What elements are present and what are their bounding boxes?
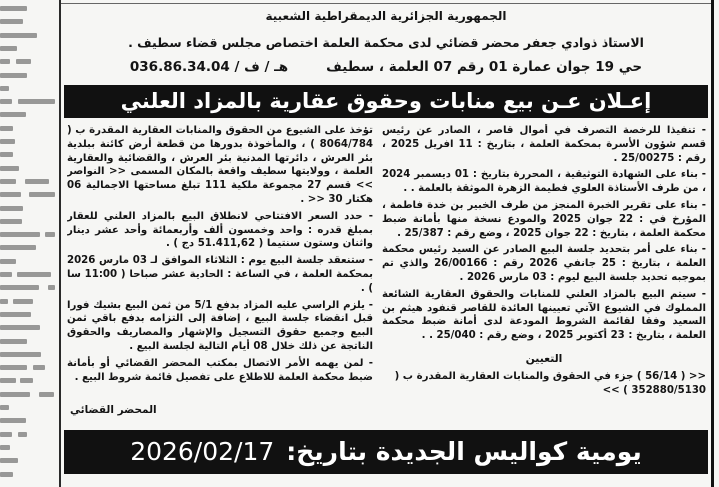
adjacent-text-mark bbox=[0, 245, 36, 250]
adjacent-text-mark bbox=[0, 192, 21, 197]
right-paragraph: - سيتم البيع بالمزاد العلني للمنابات والحقوق العقارية الشائعة المملوك في الشيوع الآتي تعيينها العائدة للقاصر قنفود هيثم بن السعيد وفقا لقائمة الشروط المودعة لدى أمانة ضبط محكمة العلمة ، بتاريخ : 23 أكتوبر 2025 ، وضع رقم : 25/040 . . bbox=[382, 288, 706, 342]
adjacent-text-mark bbox=[0, 126, 13, 131]
adjacent-text-mark bbox=[29, 192, 55, 197]
adjacent-text-mark bbox=[0, 152, 13, 157]
adjacent-text-mark bbox=[0, 46, 17, 51]
adjacent-text-mark bbox=[0, 99, 12, 104]
adjacent-text-mark bbox=[25, 179, 49, 184]
adjacent-text-mark bbox=[0, 325, 40, 330]
adjacent-text-mark bbox=[0, 405, 9, 410]
page-border-right bbox=[711, 0, 714, 487]
adjacent-text-mark bbox=[0, 285, 39, 290]
adjacent-text-mark bbox=[0, 299, 8, 304]
right-paragraph: - بناء على أمر بتحديد جلسة البيع الصادر عن السيد رئيس محكمة العلمة ، بتاريخ : 25 جانفي 2026 رقم : 26/00166 والذي تم بموجبه تحديد جلسة البيع ليوم : 03 مارس 2026 . bbox=[382, 244, 706, 283]
adjacent-text-mark bbox=[0, 392, 30, 397]
bailiff-address-line bbox=[64, 58, 708, 76]
left-paragraph: - ستنعقد جلسة البيع يوم : الثلاثاء الموافق لـ 03 مارس 2026 بمحكمة العلمة ، في الساعة : الحادية عشر صباحا ( 11:00 سا ) . bbox=[67, 255, 373, 294]
adjacent-text-mark bbox=[45, 232, 55, 237]
right-paragraph: - بناء على تقرير الخبرة المنجز من طرف الخبير بن خدة فاطمة ، المؤرخ في : 22 جوان 2025 والمودع نسخة منها بأمانة ضبط محكمة العلمة ، بتاريخ : 22 جوان 2025 ، وضع رقم : 25/387 . bbox=[382, 199, 706, 239]
adjacent-text-mark bbox=[18, 99, 55, 104]
notice-title-banner bbox=[64, 85, 708, 118]
adjacent-text-mark bbox=[0, 112, 26, 117]
top-rule bbox=[61, 3, 711, 4]
adjacent-text-mark bbox=[17, 272, 51, 277]
adjacent-text-mark bbox=[0, 59, 10, 64]
left-paragraph: - لمن يهمه الأمر الاتصال بمكتب المحضر القضائي أو بأمانة ضبط محكمة العلمة للاطلاع على تفصيل قائمة شروط البيع . bbox=[67, 357, 373, 383]
adjacent-text-mark bbox=[39, 392, 54, 397]
adjacent-text-mark bbox=[0, 139, 15, 144]
adjacent-text-mark bbox=[18, 432, 27, 437]
bailiff-phone: هـ / ف / 036.86.34.04 bbox=[129, 59, 289, 75]
adjacent-text-mark bbox=[0, 206, 23, 211]
adjacent-text-mark bbox=[0, 259, 16, 264]
bailiff-signature: المحضر القضائي bbox=[70, 404, 157, 416]
adjacent-text-mark bbox=[0, 472, 13, 477]
adjacent-text-mark bbox=[0, 432, 12, 437]
left-paragraph: - يلزم الراسي عليه المزاد بدفع 5/1 من ثمن البيع بشيك فورا قبل انقضاء جلسة البيع ، إضافة إلى التزامه بدفع باقي ثمن البيع وجميع حقوق التسجيل والإشهار والمصاريف والحقوق الناتجة عن ذلك خلال 08 أيام التالية لجلسة البيع . bbox=[67, 299, 373, 352]
adjacent-text-mark bbox=[0, 378, 16, 383]
adjacent-text-mark bbox=[0, 312, 31, 317]
column-divider-left bbox=[59, 0, 61, 487]
adjacent-text-mark bbox=[0, 166, 19, 171]
adjacent-text-mark bbox=[0, 73, 27, 78]
adjacent-text-mark bbox=[0, 339, 27, 344]
adjacent-text-mark bbox=[0, 232, 40, 237]
adjacent-text-mark bbox=[0, 219, 22, 224]
bailiff-name-line: الاستاذ ذوادي جعفر محضر قضائي لدى محكمة العلمة اختصاص مجلس قضاء سطيف . bbox=[128, 35, 644, 50]
left-column bbox=[67, 124, 373, 400]
adjacent-text-mark bbox=[0, 365, 27, 370]
adjacent-text-mark bbox=[16, 59, 31, 64]
notice-title: إعـلان عـن بيع منابات وحقوق عقارية بالمزاد العلني bbox=[120, 89, 652, 113]
left-paragraph: - حدد السعر الافتتاحي لانطلاق البيع بالمزاد العلني للعقار بمبلغ قدره : واحد وخمسون ألف وأربعمائة وأحد عشر دينار واثنان وستون سنتيما ( 51.411,62 دج ) . bbox=[67, 210, 373, 250]
notice-header bbox=[64, 8, 708, 76]
bailiff-address: حي 19 جوان عمارة 01 رقم 07 العلمة ، سطيف bbox=[326, 59, 643, 75]
right-column bbox=[382, 124, 706, 424]
adjacent-text-mark bbox=[0, 179, 16, 184]
adjacent-page-fragment bbox=[0, 0, 57, 487]
adjacent-text-mark bbox=[0, 418, 26, 423]
adjacent-text-mark bbox=[13, 299, 33, 304]
adjacent-text-mark bbox=[48, 285, 55, 290]
publication-date: 2026/02/17 bbox=[130, 437, 275, 466]
adjacent-text-mark bbox=[20, 378, 33, 383]
adjacent-text-mark bbox=[0, 33, 37, 38]
adjacent-text-mark bbox=[0, 6, 27, 11]
right-paragraph: - تنفيذا للرخصة التصرف في أموال قاصر ، الصادر عن رئيس قسم شؤون الأسرة بمحكمة العلمة ، بتاريخ : 11 افريل 2025 ، رقم : 25/00275 . bbox=[382, 125, 706, 164]
adjacent-text-mark bbox=[33, 365, 45, 370]
right-paragraph: - بناء على الشهادة التوثيقية ، المحررة بتاريخ : 01 ديسمبر 2024 ، من طرف الأستاذة العلوي فطيمة الزهرة الموثقة بالعلمة . . bbox=[382, 169, 706, 195]
publication-footer-banner bbox=[64, 430, 708, 474]
adjacent-text-mark bbox=[0, 272, 12, 277]
republic-name: الجمهورية الجزائرية الديمقراطية الشعبية bbox=[265, 9, 507, 23]
publication-label: يومية كواليس الجديدة بتاريخ: bbox=[286, 437, 642, 466]
left-paragraph: تؤخذ على الشيوع من الحقوق والمنابات العقارية المقدرة ب ( 8064/784 ) ، والمأخوذة بدورها من قطعة أرض كائنة ببلدية بئر العرش ، دائرتها المدنية بئر العرش ، والقضائية والعقارية العلمة ، وولايتها سطيف واقعة بالمكان المسمى << النواصر >> قسم 27 مجموعة ملكية 111 تبلغ مساحتها الاجمالية 06 هكتار 30 << . bbox=[67, 125, 373, 205]
adjacent-text-mark bbox=[0, 352, 41, 357]
adjacent-text-mark bbox=[0, 19, 23, 24]
adjacent-text-mark bbox=[0, 458, 18, 463]
designation-text: << ( 56/14 ) جزء في الحقوق والمنابات العقارية المقدرة ب ( 352880/5130 ) >> bbox=[394, 370, 706, 396]
adjacent-text-mark bbox=[0, 86, 9, 91]
designation-heading: التعيين bbox=[525, 351, 563, 365]
adjacent-text-mark bbox=[0, 445, 10, 450]
